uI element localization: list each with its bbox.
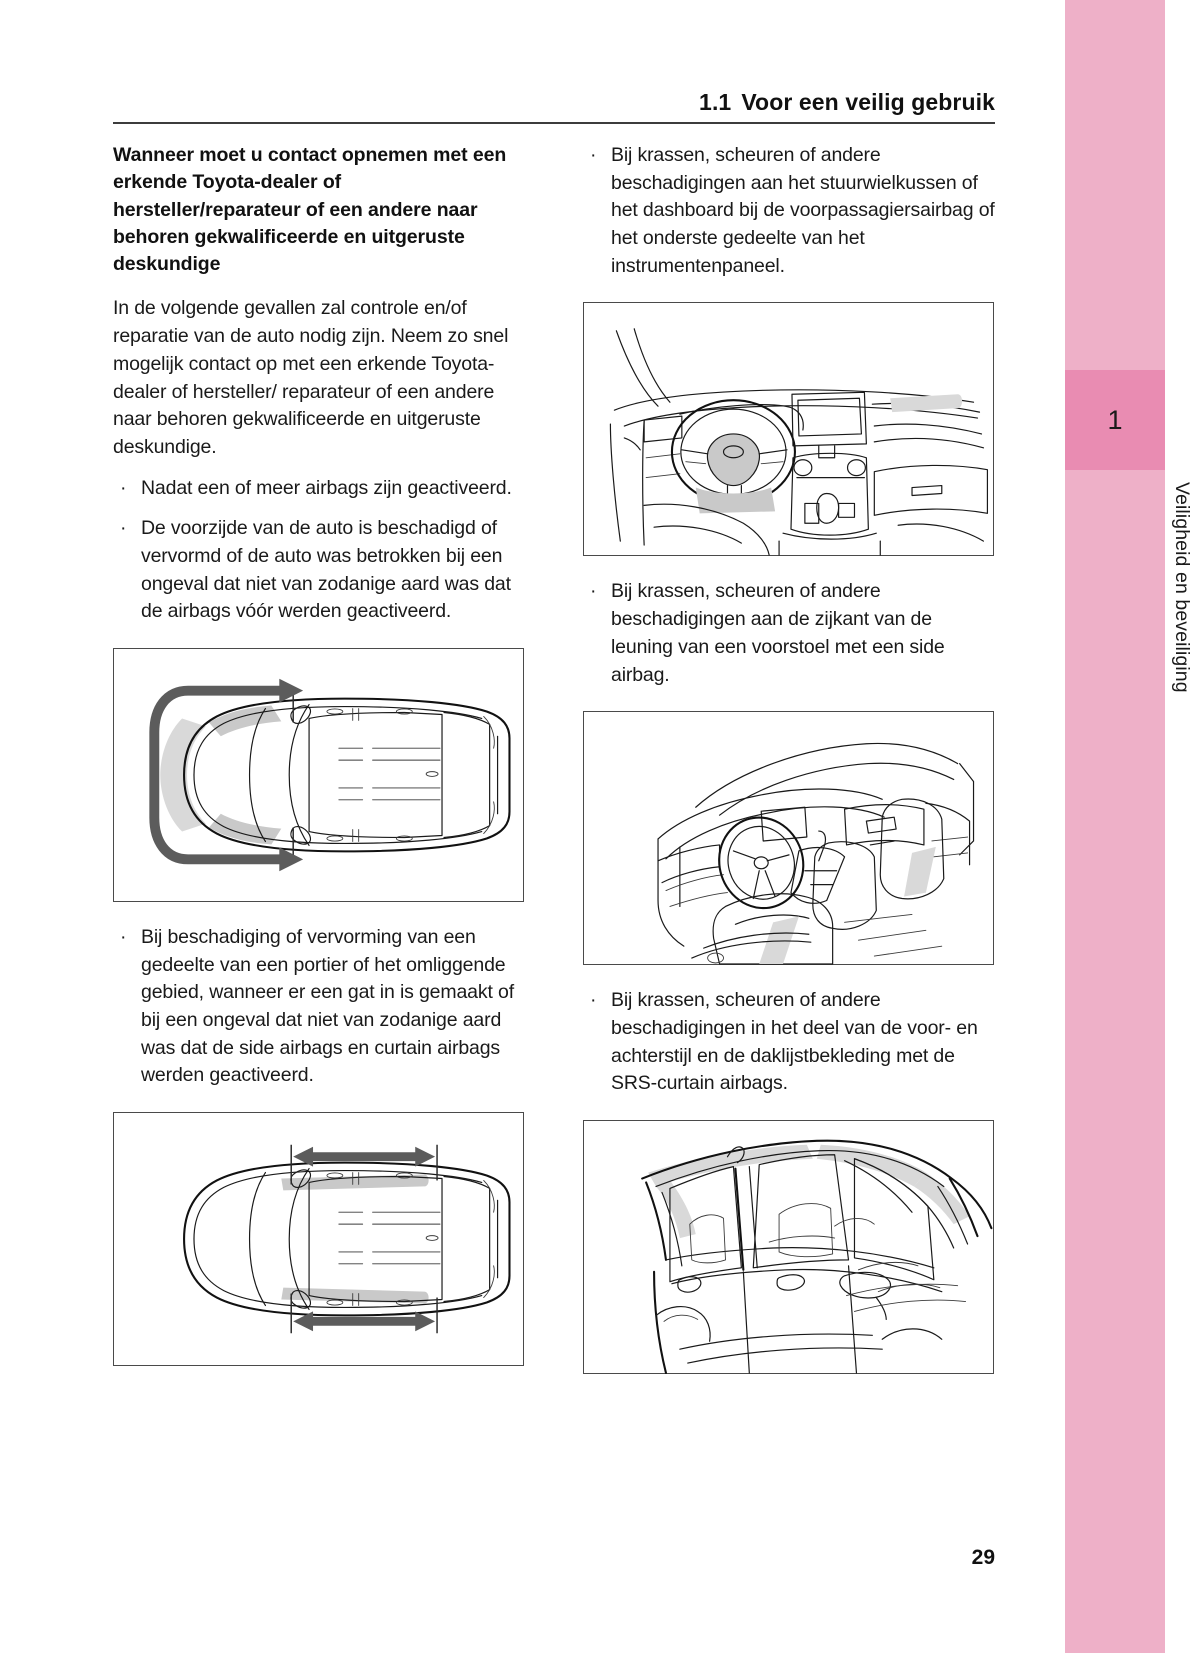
chapter-side-tab <box>1065 0 1193 1653</box>
page-number: 29 <box>971 1546 995 1569</box>
list-item <box>113 475 529 503</box>
list-item <box>583 142 999 280</box>
bullet-icon: · <box>590 989 597 1012</box>
left-bullet-list-mid <box>113 924 529 1090</box>
figure-interior-side-airbags <box>583 711 994 965</box>
figure-car-top-front-arrows <box>113 648 524 902</box>
page-header <box>113 86 995 124</box>
list-item-text: De voorzijde van de auto is beschadigd of vervormd of de auto was betrokken bij een ongeval dat niet van zodanige aard was dat de airbags vóór werden geactiveerd. <box>141 517 511 623</box>
intro-paragraph: In de volgende gevallen zal controle en/of reparatie van de auto nodig zijn. Neem zo snel mogelijk contact op met een erkende Toyota-dealer of hersteller/ reparateur of een andere naar behoren gekwalificeerde en uitgeruste deskundige. <box>113 297 509 458</box>
left-column <box>113 142 529 1388</box>
right-bullet-list-1 <box>583 142 999 280</box>
header-divider <box>113 122 995 124</box>
page-title <box>699 89 995 116</box>
figure-dashboard-interior <box>583 302 994 556</box>
bullet-icon: · <box>120 517 127 540</box>
list-item <box>583 578 999 689</box>
figure-car-top-door-arrows <box>113 1112 524 1366</box>
section-number: 1.1 <box>699 89 732 115</box>
right-bullet-list-2 <box>583 578 999 689</box>
list-item-text: Bij krassen, scheuren of andere beschadigingen aan de zijkant van de leuning van een voorstoel met een side airbag. <box>611 580 945 686</box>
chapter-number: 1 <box>1107 404 1123 435</box>
section-heading: Wanneer moet u contact opnemen met een erkende Toyota-dealer of hersteller/reparateur of een andere naar behoren gekwalificeerde en uitgeruste deskundige <box>113 144 507 276</box>
bullet-icon: · <box>590 580 597 603</box>
list-item-text: Bij beschadiging of vervorming van een gedeelte van een portier of het omliggende gebied, wanneer er een gat in is gemaakt of bij een ongeval dat niet van zodanige aard was dat de side airbags en curtain airbags werden geactiveerd. <box>141 926 514 1087</box>
chapter-label: Veiligheid en beveiliging <box>1171 482 1193 693</box>
bullet-icon: · <box>120 926 127 949</box>
chapter-number-block <box>1065 370 1165 470</box>
right-bullet-list-3 <box>583 987 999 1098</box>
list-item-text: Nadat een of meer airbags zijn geactiveerd. <box>141 476 512 499</box>
bullet-icon: · <box>590 144 597 166</box>
list-item <box>113 515 529 626</box>
list-item-text: Bij krassen, scheuren of andere beschadigingen in het deel van de voor- en achterstijl en de daklijstbekleding met de SRS-curtain airbags. <box>611 989 978 1095</box>
section-title: Voor een veilig gebruik <box>741 89 995 115</box>
list-item-text: Bij krassen, scheuren of andere beschadigingen aan het stuurwielkussen of het dashboard bij de voorpassagiersairbag of het onderste gedeelte van het instrumentenpaneel. <box>611 144 995 277</box>
list-item <box>113 924 529 1090</box>
bullet-icon: · <box>120 476 127 499</box>
left-bullet-list-top <box>113 475 529 626</box>
list-item <box>583 987 999 1098</box>
figure-pillars-curtain-airbags <box>583 1120 994 1374</box>
right-column <box>583 142 999 1396</box>
